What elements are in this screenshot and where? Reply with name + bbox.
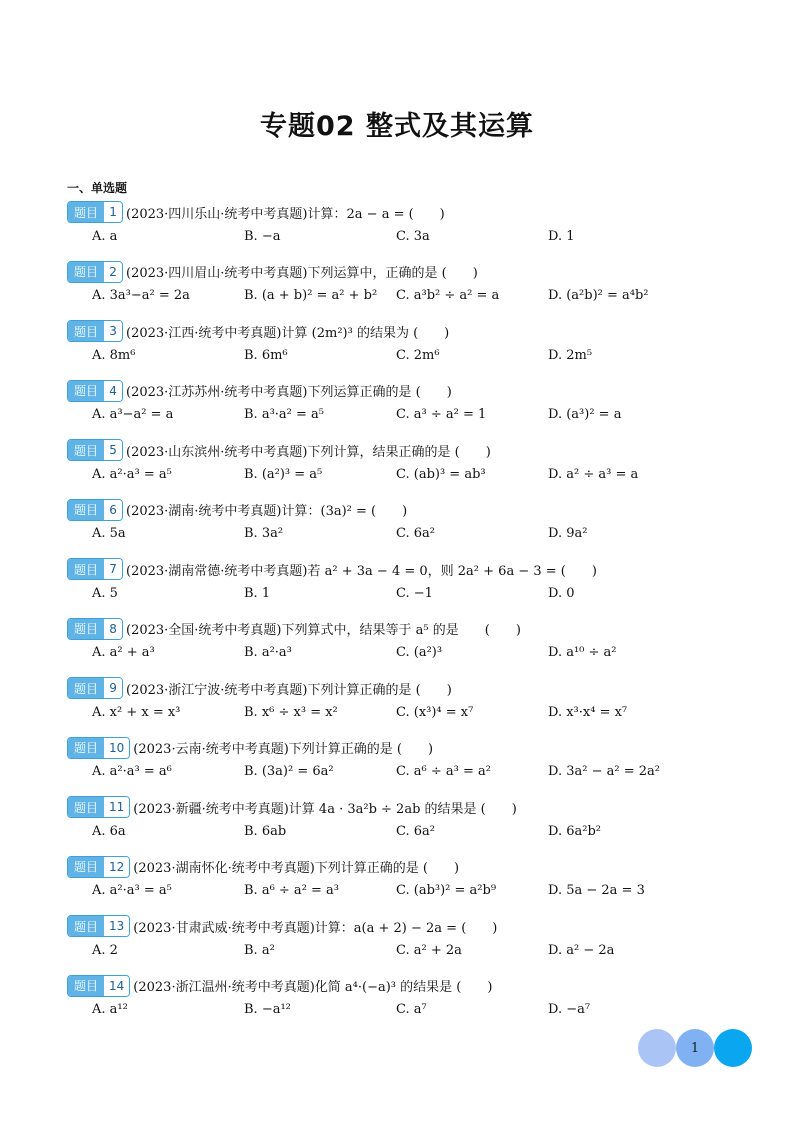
- problem-options: [67, 939, 757, 961]
- option-b: B. a²: [244, 942, 275, 958]
- problem-source: (2023·山东滨州·统考中考真题): [126, 444, 308, 460]
- problem-tag: [67, 618, 123, 640]
- problem-options: [67, 463, 757, 485]
- problem-question: 若 a² + 3a − 4 = 0，则 2a² + 6a − 3 = ( ): [307, 563, 597, 579]
- option-c: C. a³b² ÷ a² = a: [396, 288, 500, 303]
- problem-tag: [67, 380, 123, 402]
- option-a: A. a²·a³ = a⁵: [92, 466, 172, 482]
- option-c: C. (ab³)² = a²b⁹: [396, 883, 497, 898]
- problem-tag-label: 题目: [68, 381, 104, 401]
- problem-source: (2023·四川眉山·统考中考真题): [126, 266, 308, 281]
- problem-options: [67, 582, 757, 604]
- problem-source: (2023·浙江温州·统考中考真题): [133, 980, 315, 995]
- problem-number: 11: [104, 797, 129, 817]
- option-b: B. −a: [244, 228, 281, 244]
- option-a: A. 8m⁶: [92, 347, 136, 363]
- problem-question-line: [67, 856, 757, 878]
- problem-question-line: [67, 558, 757, 580]
- problem-source: (2023·浙江宁波·统考中考真题): [126, 682, 308, 698]
- problem-number: 10: [104, 738, 129, 758]
- problem-options: [67, 404, 757, 426]
- problem-question-line: [67, 677, 757, 699]
- option-d: D. 2m⁵: [548, 347, 593, 363]
- problem-question: 下列运算中，正确的是 ( ): [307, 266, 478, 281]
- option-c: C. 6a²: [396, 526, 435, 541]
- option-a: A. a¹²: [92, 1002, 128, 1017]
- problem-question: 下列计算正确的是 ( ): [288, 742, 434, 757]
- problem-item: [67, 618, 757, 664]
- problem-options: [67, 225, 757, 247]
- option-d: D. a² ÷ a³ = a: [548, 466, 639, 482]
- problem-tag: [67, 737, 130, 759]
- badge-circle-right: [714, 1029, 752, 1067]
- problem-options: [67, 761, 757, 783]
- option-d: D. 5a − 2a = 3: [548, 883, 645, 898]
- option-a: A. a²·a³ = a⁵: [92, 883, 172, 898]
- problem-tag-label: 题目: [68, 262, 104, 282]
- problem-number: 12: [104, 857, 129, 877]
- problem-source: (2023·新疆·统考中考真题): [133, 801, 289, 817]
- problem-source: (2023·江西·统考中考真题): [126, 325, 282, 341]
- problem-source: (2023·全国·统考中考真题): [126, 623, 282, 638]
- option-b: B. a²·a³: [244, 645, 292, 660]
- problem-options: [67, 701, 757, 723]
- option-d: D. −a⁷: [548, 1002, 591, 1017]
- option-c: C. 2m⁶: [396, 347, 440, 363]
- problem-question-line: [67, 975, 757, 997]
- problem-question: 化简 a⁴·(−a)³ 的结果是 ( ): [314, 980, 493, 995]
- problem-tag-label: 题目: [68, 797, 104, 817]
- problem-question-line: [67, 618, 757, 640]
- option-c: C. −1: [396, 585, 433, 601]
- option-b: B. a³·a² = a⁵: [244, 407, 324, 422]
- problem-item: [67, 201, 757, 247]
- option-c: C. (ab)³ = ab³: [396, 466, 486, 482]
- option-a: A. a³−a² = a: [92, 407, 174, 422]
- problem-tag-label: 题目: [68, 619, 104, 639]
- problem-question: 计算：(3a)² = ( ): [281, 504, 408, 519]
- option-c: C. 3a: [396, 228, 430, 244]
- problem-tag: [67, 261, 123, 283]
- problem-tag-label: 题目: [68, 321, 104, 341]
- problem-question: 下列计算，结果正确的是 ( ): [307, 444, 491, 460]
- problem-number: 9: [104, 678, 122, 698]
- problem-options: [67, 820, 757, 842]
- problem-item: [67, 975, 757, 1021]
- problem-item: [67, 677, 757, 723]
- option-a: A. 2: [92, 942, 118, 958]
- problem-item: [67, 439, 757, 485]
- problem-item: [67, 499, 757, 545]
- page-title: 专题02 整式及其运算: [260, 111, 534, 142]
- problem-tag-label: 题目: [68, 559, 104, 579]
- problem-tag: [67, 677, 123, 699]
- problem-item: [67, 856, 757, 902]
- problem-tag: [67, 439, 123, 461]
- problem-question-line: [67, 915, 757, 937]
- problem-tag-label: 题目: [68, 916, 104, 936]
- problem-number: 13: [104, 916, 129, 936]
- option-b: B. (a + b)² = a² + b²: [244, 288, 378, 303]
- problem-source: (2023·江苏苏州·统考中考真题): [126, 385, 308, 400]
- option-d: D. x³·x⁴ = x⁷: [548, 704, 628, 720]
- problem-number: 14: [104, 976, 129, 996]
- problem-question: 下列运算正确的是 ( ): [307, 385, 452, 400]
- option-d: D. a¹⁰ ÷ a²: [548, 645, 617, 660]
- problem-tag-label: 题目: [68, 857, 104, 877]
- problem-question-line: [67, 320, 757, 342]
- problem-tag: [67, 201, 123, 223]
- problem-item: [67, 261, 757, 307]
- problem-question-line: [67, 201, 757, 223]
- problem-number: 4: [104, 381, 122, 401]
- problem-source: (2023·湖南·统考中考真题): [126, 504, 282, 519]
- option-d: D. 3a² − a² = 2a²: [548, 764, 660, 779]
- problem-source: (2023·云南·统考中考真题): [133, 742, 289, 757]
- problem-tag-label: 题目: [68, 500, 104, 520]
- option-b: B. 6m⁶: [244, 347, 288, 363]
- page-number-badge: [638, 1029, 752, 1067]
- problem-tag-label: 题目: [68, 678, 104, 698]
- badge-circle-left: [638, 1029, 676, 1067]
- problem-tag: [67, 915, 130, 937]
- problem-tag: [67, 856, 130, 878]
- problem-item: [67, 915, 757, 961]
- option-b: B. a⁶ ÷ a² = a³: [244, 883, 340, 898]
- option-d: D. 9a²: [548, 526, 588, 541]
- section-heading: 一、单选题: [67, 181, 128, 195]
- problem-tag: [67, 320, 123, 342]
- problem-question: 计算：a(a + 2) − 2a = ( ): [314, 920, 498, 936]
- problem-number: 1: [104, 202, 122, 222]
- problem-question-line: [67, 439, 757, 461]
- problem-question-line: [67, 380, 757, 402]
- problem-source: (2023·湖南常德·统考中考真题): [126, 563, 308, 579]
- option-b: B. 1: [244, 585, 271, 601]
- problem-item: [67, 558, 757, 604]
- problem-tag: [67, 975, 130, 997]
- problem-options: [67, 523, 757, 545]
- problem-options: [67, 642, 757, 664]
- problem-question-line: [67, 737, 757, 759]
- problem-question-line: [67, 261, 757, 283]
- option-b: B. (a²)³ = a⁵: [244, 466, 323, 482]
- problem-tag: [67, 499, 123, 521]
- problem-number: 8: [104, 619, 122, 639]
- problem-question-line: [67, 499, 757, 521]
- problem-options: [67, 999, 757, 1021]
- problem-source: (2023·湖南怀化·统考中考真题): [133, 861, 315, 876]
- problem-question: 下列计算正确的是 ( ): [314, 861, 460, 876]
- option-d: D. a² − 2a: [548, 942, 615, 958]
- option-a: A. 6a: [92, 823, 126, 839]
- option-a: A. a²·a³ = a⁶: [92, 764, 172, 779]
- problem-question: 计算 4a · 3a²b ÷ 2ab 的结果是 ( ): [288, 801, 517, 817]
- problem-number: 2: [104, 262, 122, 282]
- problem-item: [67, 320, 757, 366]
- option-b: B. −a¹²: [244, 1002, 291, 1017]
- option-d: D. (a²b)² = a⁴b²: [548, 288, 649, 303]
- problem-item: [67, 796, 757, 842]
- problem-tag: [67, 558, 123, 580]
- problem-question: 下列算式中，结果等于 a⁵ 的是 ( ): [281, 623, 521, 638]
- option-b: B. 6ab: [244, 823, 287, 839]
- problem-options: [67, 285, 757, 307]
- problem-question: 下列计算正确的是 ( ): [307, 682, 452, 698]
- option-b: B. 3a²: [244, 526, 284, 541]
- option-b: B. x⁶ ÷ x³ = x²: [244, 704, 338, 720]
- problem-source: (2023·甘肃武威·统考中考真题): [133, 920, 315, 936]
- problem-number: 3: [104, 321, 122, 341]
- option-c: C. (x³)⁴ = x⁷: [396, 704, 474, 720]
- problem-question-line: [67, 796, 757, 818]
- problem-number: 6: [104, 500, 122, 520]
- option-b: B. (3a)² = 6a²: [244, 764, 334, 779]
- option-d: D. 0: [548, 585, 575, 601]
- option-a: A. 5a: [92, 526, 126, 541]
- option-d: D. (a³)² = a: [548, 407, 622, 422]
- option-d: D. 1: [548, 228, 575, 244]
- option-a: A. a: [92, 228, 118, 244]
- option-c: C. a² + 2a: [396, 942, 462, 958]
- option-d: D. 6a²b²: [548, 823, 601, 839]
- problem-source: (2023·四川乐山·统考中考真题): [126, 206, 308, 222]
- problem-question: 计算：2a − a = ( ): [307, 206, 445, 222]
- problem-options: [67, 344, 757, 366]
- problem-question: 计算 (2m²)³ 的结果为 ( ): [281, 325, 450, 341]
- problem-tag-label: 题目: [68, 976, 104, 996]
- problem-number: 5: [104, 440, 122, 460]
- problem-item: [67, 737, 757, 783]
- option-c: C. a⁶ ÷ a³ = a²: [396, 764, 491, 779]
- option-c: C. a³ ÷ a² = 1: [396, 407, 487, 422]
- option-a: A. 5: [92, 585, 118, 601]
- problem-tag-label: 题目: [68, 202, 104, 222]
- problem-tag-label: 题目: [68, 440, 104, 460]
- problem-tag-label: 题目: [68, 738, 104, 758]
- problem-tag: [67, 796, 130, 818]
- option-c: C. 6a²: [396, 823, 435, 839]
- page-number: 1: [676, 1029, 714, 1067]
- option-c: C. a⁷: [396, 1002, 427, 1017]
- option-c: C. (a²)³: [396, 645, 443, 660]
- problem-item: [67, 380, 757, 426]
- problem-number: 7: [104, 559, 122, 579]
- option-a: A. x² + x = x³: [92, 704, 181, 720]
- option-a: A. a² + a³: [92, 645, 155, 660]
- option-a: A. 3a³−a² = 2a: [92, 288, 190, 303]
- problem-options: [67, 880, 757, 902]
